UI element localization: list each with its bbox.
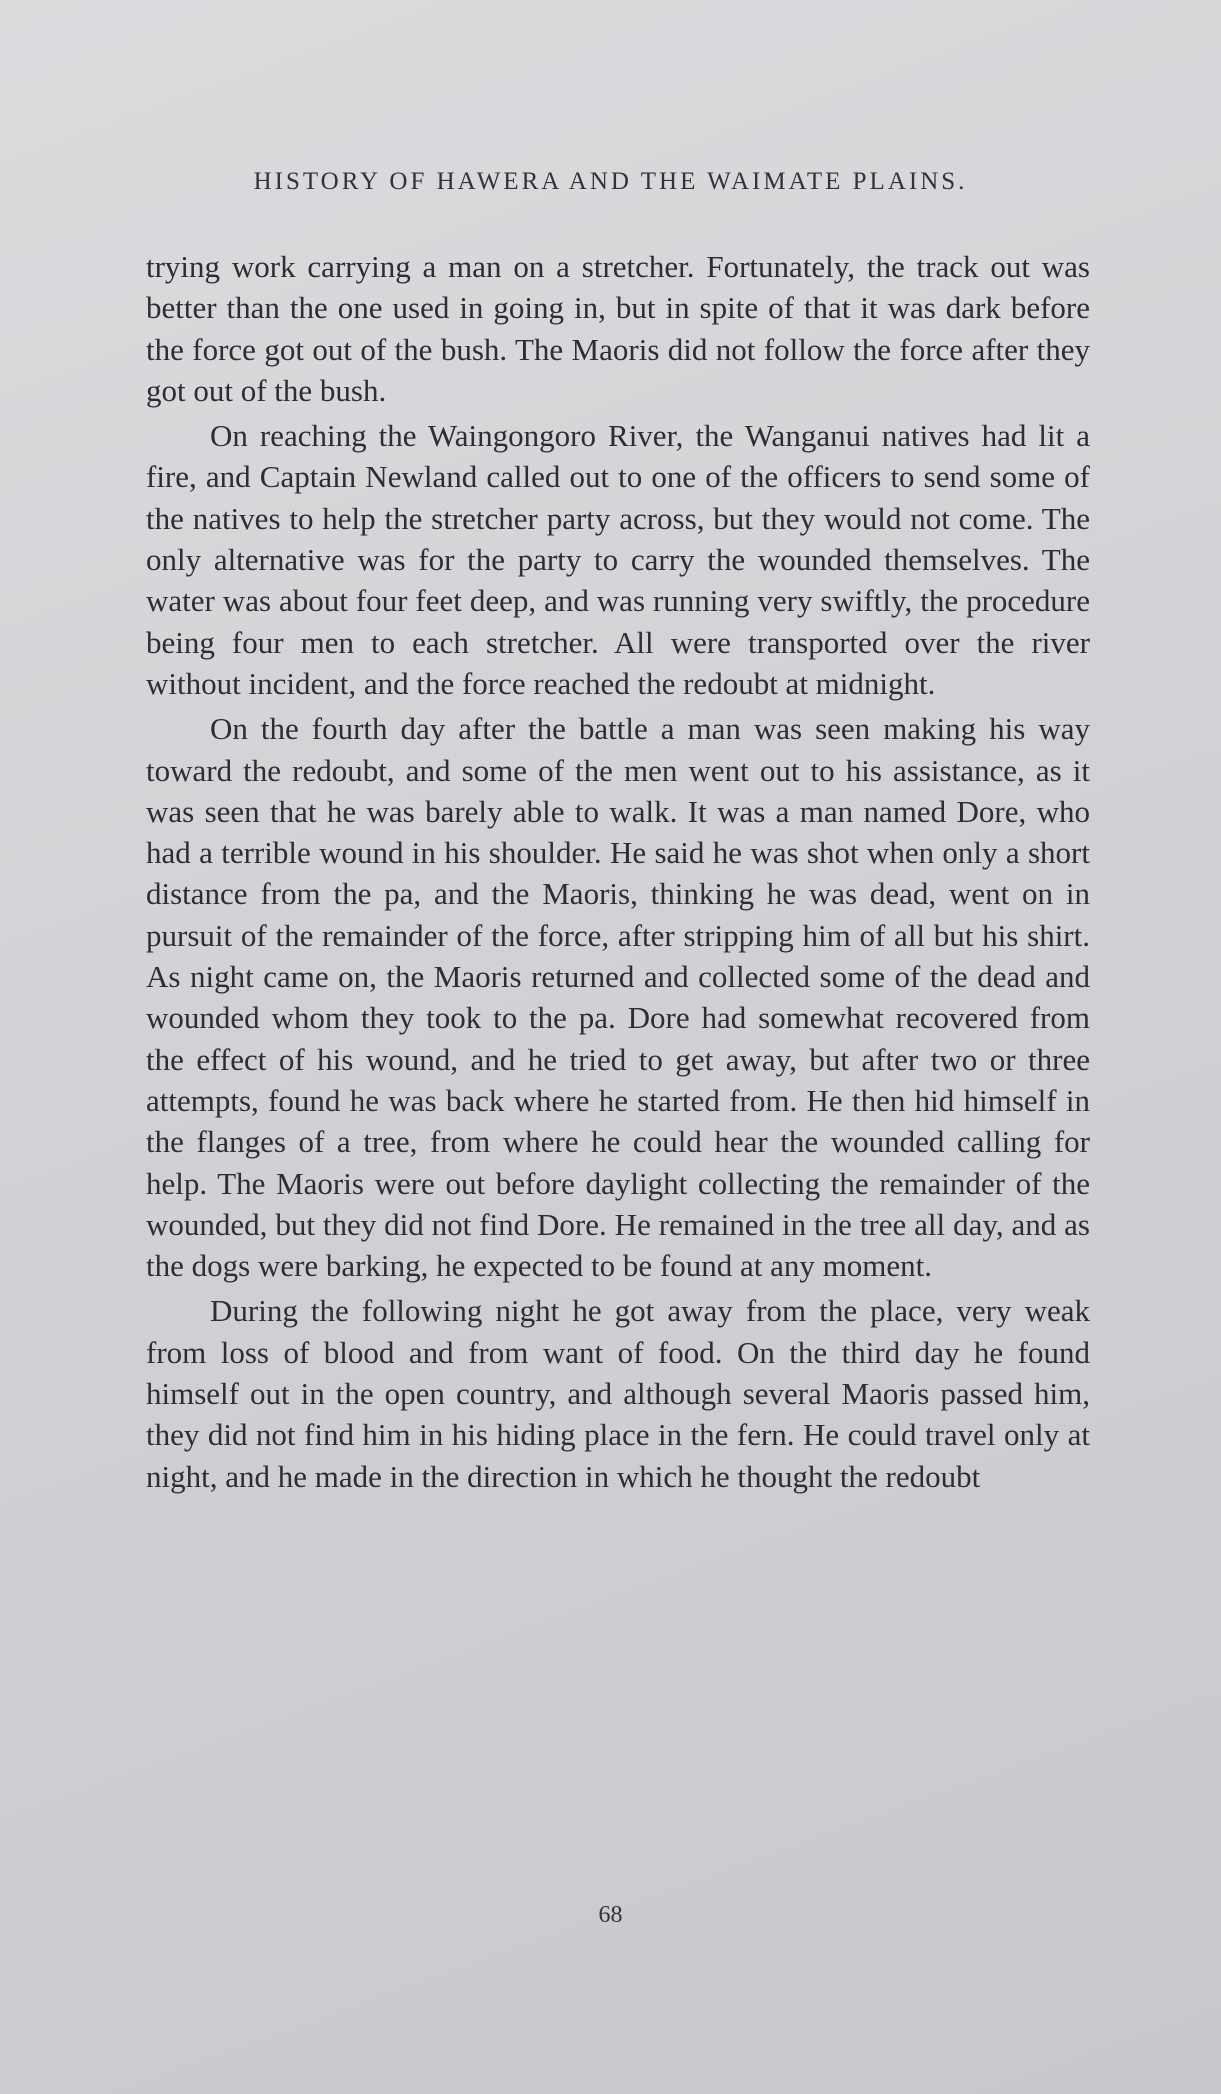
page-number: 68 — [598, 1902, 623, 1928]
paragraph-4: During the following night he got away from the place, very weak from loss of blood and from want of food. On the third day he found himself out in the open country, and although several Maoris passed him, they did not find him in his hiding place in the fern. He could travel only at night, and he made in the direction in which he thought the redoubt — [146, 1293, 1090, 1494]
running-head: HISTORY OF HAWERA AND THE WAIMATE PLAINS. — [253, 168, 968, 195]
body-text — [146, 246, 1090, 1501]
paragraph-1: trying work carrying a man on a stretcher. Fortunately, the track out was better than the one used in going in, but in spite of that it was dark before the force got out of the bush. The Maoris did not follow the force after they got out of the bush. — [146, 249, 1090, 408]
paragraph-2: On reaching the Waingongoro River, the Wanganui natives had lit a fire, and Captain Newland called out to one of the officers to send some of the natives to help the stretcher party across, but they would not come. The only alternative was for the party to carry the wounded themselves. The water was about four feet deep, and was running very swiftly, the procedure being four men to each stretcher. All were transported over the river without incident, and the force reached the redoubt at midnight. — [146, 418, 1090, 701]
paragraph-3: On the fourth day after the battle a man was seen making his way toward the redoubt, and some of the men went out to his assistance, as it was seen that he was barely able to walk. It was a man named Dore, who had a terrible wound in his shoulder. He said he was shot when only a short distance from the pa, and the Maoris, thinking he was dead, went on in pursuit of the remainder of the force, after stripping him of all but his shirt. As night came on, the Maoris returned and collected some of the dead and wounded whom they took to the pa. Dore had somewhat recovered from the effect of his wound, and he tried to get away, but after two or three attempts, found he was back where he started from. He then hid himself in the flanges of a tree, from where he could hear the wounded calling for help. The Maoris were out before daylight collecting the remainder of the wounded, but they did not find Dore. He remained in the tree all day, and as the dogs were barking, he expected to be found at any moment. — [146, 711, 1090, 1284]
